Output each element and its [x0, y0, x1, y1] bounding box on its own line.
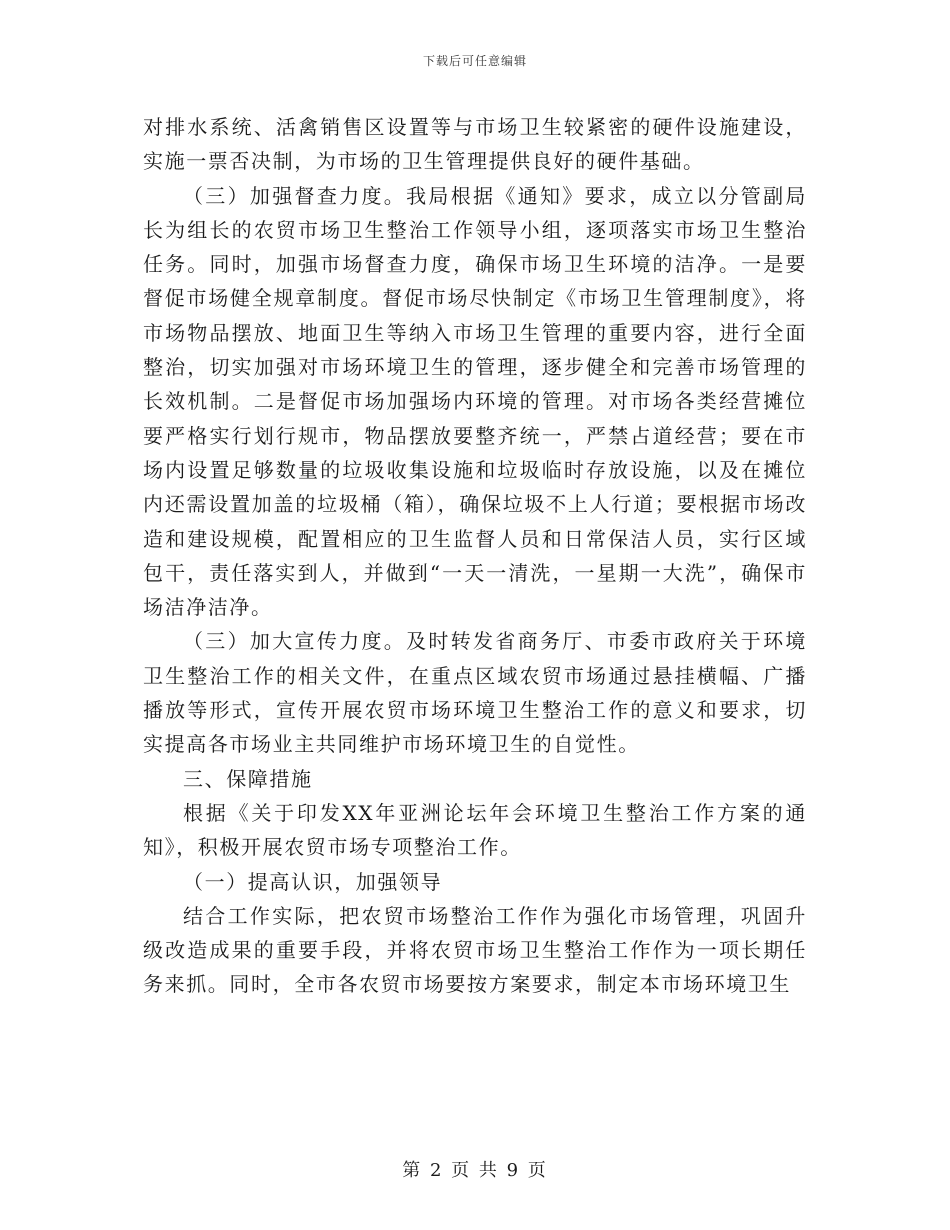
paragraph-3: （三）加大宣传力度。及时转发省商务厅、市委市政府关于环境卫生整治工作的相关文件，在重点区域农贸市场通过悬挂横幅、广播播放等形式，宣传开展农贸市场环境卫生整治工作的意义和要求，切实提高各市场业主共同维护市场环境卫生的自觉性。	[143, 629, 807, 757]
subsection-heading: （一）提高认识，加强领导	[183, 869, 443, 894]
page-number: 第 2 页 共 9 页	[402, 1160, 548, 1181]
paragraph-1: 对排水系统、活禽销售区设置等与市场卫生较紧密的硬件设施建设，实施一票否决制，为市场的卫生管理提供良好的硬件基础。	[143, 115, 807, 174]
page-header: 下载后可任意编辑	[422, 54, 527, 68]
section-heading: 三、保障措施	[183, 766, 313, 791]
paragraph-5: 结合工作实际，把农贸市场整治工作作为强化市场管理，巩固升级改造成果的重要手段，并将农贸市场卫生整治工作作为一项长期任务来抓。同时，全市各农贸市场要按方案要求，制定本市场环境卫生	[143, 903, 807, 997]
document-body	[143, 110, 807, 1002]
paragraph-4: 根据《关于印发XX年亚洲论坛年会环境卫生整治工作方案的通知》，积极开展农贸市场专项整治工作。	[143, 800, 807, 860]
paragraph-2: （三）加强督查力度。我局根据《通知》要求，成立以分管副局长为组长的农贸市场卫生整治工作领导小组，逐项落实市场卫生整治任务。同时，加强市场督查力度，确保市场卫生环境的洁净。一是要督促市场健全规章制度。督促市场尽快制定《市场卫生管理制度》，将市场物品摆放、地面卫生等纳入市场卫生管理的重要内容，进行全面整治，切实加强对市场环境卫生的管理，逐步健全和完善市场管理的长效机制。二是督促市场加强场内环境的管理。对市场各类经营摊位要严格实行划行规市，物品摆放要整齐统一，严禁占道经营；要在市场内设置足够数量的垃圾收集设施和垃圾临时存放设施，以及在摊位内还需设置加盖的垃圾桶（箱），确保垃圾不上人行道；要根据市场改造和建设规模，配置相应的卫生监督人员和日常保洁人员，实行区域包干，责任落实到人，并做到“一天一清洗，一星期一大洗”，确保市场洁净洁净。	[143, 183, 807, 620]
